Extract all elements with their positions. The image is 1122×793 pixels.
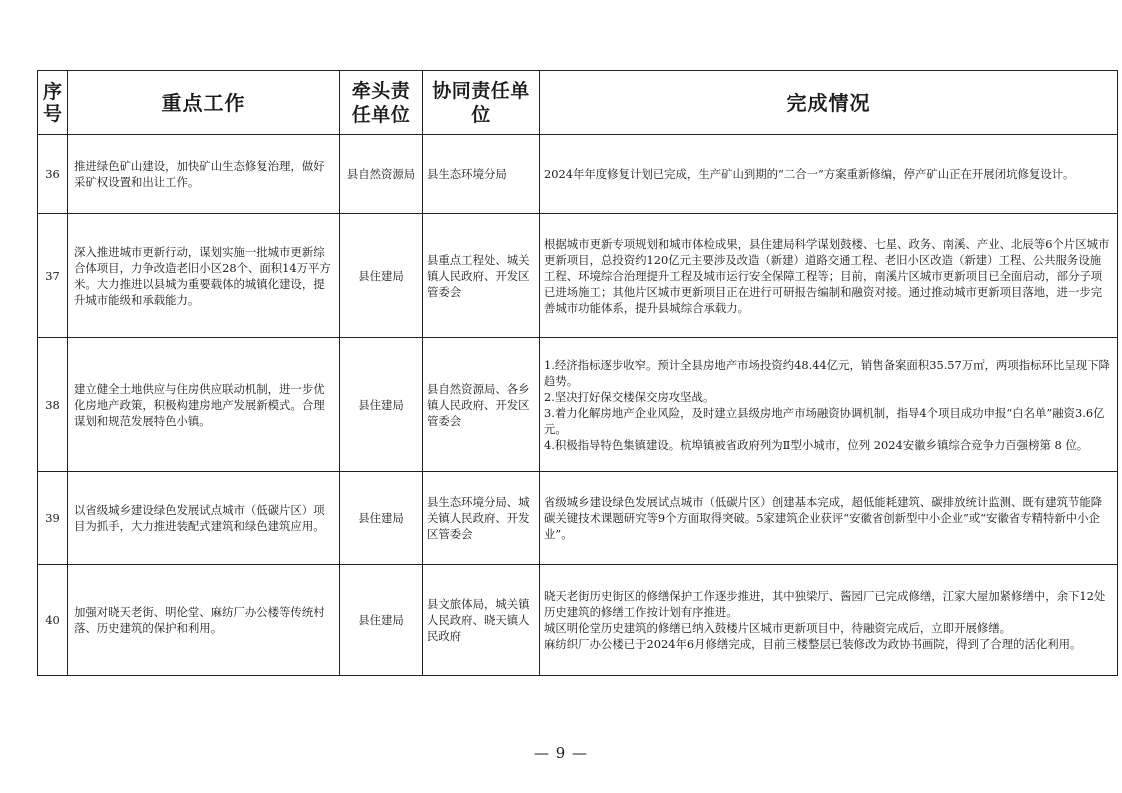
lead-unit-text: 县住建局	[340, 214, 423, 338]
lead-unit-text: 县住建局	[340, 472, 423, 565]
completion-status-text	[540, 214, 1118, 338]
table-header-row	[38, 71, 1118, 135]
assist-unit-text: 县生态环境分局	[423, 135, 540, 214]
header-number: 序号	[38, 71, 68, 135]
status-item: 4.积极指导特色集镇建设。杭埠镇被省政府列为Ⅱ型小城市，位列 2024安徽乡镇综合竞争力百强榜第 8 位。	[544, 437, 1089, 452]
completion-status-text	[540, 135, 1118, 214]
status-paragraph: 根据城市更新专项规划和城市体检成果，县住建局科学谋划鼓楼、七星、政务、南溪、产业、北辰等6个片区城市更新项目，总投资约120亿元主要涉及改造（新建）道路交通工程、老旧小区改造（新建）工程、公共服务设施工程、环境综合治理提升工程及城市运行安全保障工程等；目前，南溪片区城市更新项目已全面启动，部分子项已进场施工；其他片区城市更新项目正在进行可研报告编制和融资对接。通过推动城市更新项目落地，进一步完善城市功能体系，提升县城综合承载力。	[544, 236, 1110, 315]
status-paragraph: 省级城乡建设绿色发展试点城市（低碳片区）创建基本完成，超低能耗建筑、碳排放统计监测、既有建筑节能降碳关键技术课题研究等9个方面取得突破。5家建筑企业获评“安徽省创新型中小企业”或“安徽省专精特新中小企业”。	[544, 495, 1103, 541]
row-number: 40	[38, 565, 68, 676]
lead-unit-text: 县住建局	[340, 565, 423, 676]
key-work-table	[37, 70, 1118, 676]
status-paragraph: 2024年年度修复计划已完成，生产矿山到期的“二合一”方案重新修编，停产矿山正在开展闭坑修复设计。	[544, 167, 1075, 181]
key-work-text: 建立健全土地供应与住房供应联动机制，进一步优化房地产政策，积极构建房地产发展新模式。合理谋划和规范发展特色小镇。	[68, 338, 340, 472]
completion-status-text	[540, 338, 1118, 472]
status-paragraph: 晓天老街历史街区的修缮保护工作逐步推进，其中独梁厅、酱园厂已完成修缮，江家大屋加紧修缮中，余下12处历史建筑的修缮工作按计划有序推进。	[544, 589, 1106, 619]
assist-unit-text: 县生态环境分局、城关镇人民政府、开发区管委会	[423, 472, 540, 565]
key-work-text: 推进绿色矿山建设，加快矿山生态修复治理，做好采矿权设置和出让工作。	[68, 135, 340, 214]
assist-unit-text: 县自然资源局、各乡镇人民政府、开发区管委会	[423, 338, 540, 472]
key-work-text: 加强对晓天老街、明伦堂、麻纺厂办公楼等传统村落、历史建筑的保护和利用。	[68, 565, 340, 676]
page-number: — 9 —	[533, 744, 589, 762]
row-number: 39	[38, 472, 68, 565]
header-assist-unit: 协同责任单位	[423, 71, 540, 135]
status-item: 3.着力化解房地产企业风险，及时建立县级房地产市场融资协调机制，指导4个项目成功申报“白名单”融资3.6亿元。	[544, 405, 1105, 436]
header-lead-unit: 牵头责任单位	[340, 71, 423, 135]
table-row	[38, 472, 1118, 565]
row-number: 36	[38, 135, 68, 214]
lead-unit-text: 县自然资源局	[340, 135, 423, 214]
assist-unit-text: 县重点工程处、城关镇人民政府、开发区管委会	[423, 214, 540, 338]
assist-unit-text: 县文旅体局，城关镇人民政府、晓天镇人民政府	[423, 565, 540, 676]
status-paragraph: 麻纺织厂办公楼已于2024年6月修缮完成，目前三楼整层已装修改为政协书画院，得到了合理的活化利用。	[544, 637, 1082, 651]
status-paragraph: 城区明伦堂历史建筑的修缮已纳入鼓楼片区城市更新项目中，待融资完成后，立即开展修缮。	[544, 621, 1012, 635]
table-row	[38, 214, 1118, 338]
row-number: 37	[38, 214, 68, 338]
header-key-work: 重点工作	[68, 71, 340, 135]
key-work-text: 以省级城乡建设绿色发展试点城市（低碳片区）项目为抓手，大力推进装配式建筑和绿色建筑应用。	[68, 472, 340, 565]
header-completion-status: 完成情况	[540, 71, 1118, 135]
status-item: 2.坚决打好保交楼保交房攻坚战。	[544, 389, 715, 404]
table-row	[38, 565, 1118, 676]
table-row	[38, 338, 1118, 472]
lead-unit-text: 县住建局	[340, 338, 423, 472]
completion-status-text	[540, 565, 1118, 676]
completion-status-text	[540, 472, 1118, 565]
status-item: 1.经济指标逐步收窄。预计全县房地产市场投资约48.44亿元，销售备案面积35.57万㎡，两项指标环比呈现下降趋势。	[544, 357, 1110, 388]
row-number: 38	[38, 338, 68, 472]
key-work-text: 深入推进城市更新行动，谋划实施一批城市更新综合体项目，力争改造老旧小区28个、面积14万平方米。大力推进以县城为重要载体的城镇化建设，提升城市能级和承载能力。	[68, 214, 340, 338]
table-row	[38, 135, 1118, 214]
